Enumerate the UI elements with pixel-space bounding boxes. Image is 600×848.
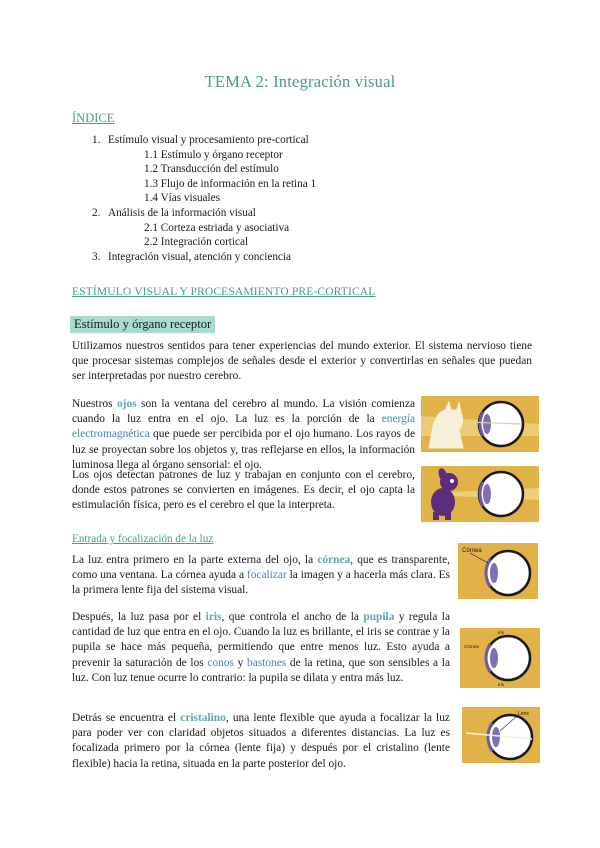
label-cornea: Córnea — [462, 548, 482, 554]
page-title: TEMA 2: Integración visual — [204, 72, 396, 91]
paragraph-cristalino: Detrás se encuentra el cristalino, una lente flexible que ayuda a focalizar la luz para poder ver con claridad objetos situados a diferentes distancias. La luz es focalizada primero por la córnea (lente fija) y después por el cristalino (lente flexible) hacia la retina, situada en la parte posterior del ojo. — [72, 712, 450, 770]
paragraph-cornea: La luz entra primero en la parte externa del ojo, la córnea, que es transparente, como una ventana. La córnea ayuda a focalizar la imagen y a hacerla más clara. Es la primera lente fija del sistema visual. — [72, 554, 450, 597]
lens-figure — [462, 707, 540, 763]
entrada-heading: Entrada y focalización de la luz — [72, 533, 214, 545]
cornea-figure — [458, 543, 538, 599]
keyword-iris: iris — [205, 611, 222, 623]
link-conos[interactable]: conos — [207, 656, 234, 669]
eye-cat-figure — [421, 396, 539, 452]
label-lens: Lens — [518, 711, 529, 717]
keyword-cristalino: cristalino — [180, 712, 226, 724]
table-of-contents — [92, 133, 316, 264]
eye-dog-figure — [421, 466, 539, 522]
keyword-cornea: córnea — [317, 554, 351, 566]
index-heading: ÍNDICE — [72, 111, 115, 125]
toc-subitem: 1.2 Transducción del estímulo — [144, 163, 279, 176]
paragraph-ojos: Nuestros ojos son la ventana del cerebro al mundo. La visión comienza cuando la luz entra en el ojo. La luz es la porción de la energía electromagnética que puede ser percibida por el ojo humano. Los rayos de luz se proyectan sobre los objetos y, tras reflejarse en ellos, la información luminosa llega al órgano sensorial: el ojo. — [72, 398, 415, 471]
toc-subitem: 2.2 Integración cortical — [144, 236, 249, 249]
toc-item: 3. Integración visual, atención y conciencia — [92, 250, 291, 263]
toc-subitem: 1.3 Flujo de información en la retina 1 — [144, 177, 317, 190]
toc-subitem: 1.1 Estímulo y órgano receptor — [144, 148, 283, 161]
toc-item: 2. Análisis de la información visual — [92, 206, 256, 219]
paragraph-intro: Utilizamos nuestros sentidos para tener experiencias del mundo exterior. El sistema nervioso tiene que procesar sistemas complejos de señales desde el exterior y convertirlas en señales que puedan ser interpretadas por nuestro cerebro. — [72, 340, 532, 383]
iris-figure — [460, 628, 540, 688]
label-iris-top: Iris — [498, 630, 504, 635]
label-iris-bottom: Iris — [498, 682, 504, 687]
subsection-heading: Estímulo y órgano receptor — [70, 316, 215, 333]
keyword-pupila: pupila — [363, 611, 395, 623]
toc-subitem: 1.4 Vías visuales — [144, 192, 220, 205]
link-bastones[interactable]: bastones — [247, 656, 287, 669]
section-heading: ESTÍMULO VISUAL Y PROCESAMIENTO PRE-CORTICAL — [72, 285, 376, 298]
keyword-ojos: ojos — [116, 398, 137, 410]
link-energia[interactable]: energía electromagnética — [72, 413, 415, 441]
paragraph-patrones: Los ojos detectan patrones de luz y trabajan en conjunto con el cerebro, donde estos patrones se convierten en imágenes. Es decir, el ojo capta la estimulación física, pero es el cerebro el que la interpreta. — [72, 469, 415, 512]
paragraph-iris: Después, la luz pasa por el iris, que controla el ancho de la pupila y regula la cantidad de luz que entra en el ojo. Cuando la luz es brillante, el iris se contrae y la pupila se hace más pequeña, permitiendo que entre menos luz. Esto ayuda a prevenir la saturación de los conos y bastones de la retina, que son sensibles a la luz. Con luz tenue ocurre lo contrario: la pupila se dilata y entra más luz. — [72, 611, 451, 684]
link-focalizar[interactable]: focalizar — [246, 569, 287, 582]
toc-item: 1. Estímulo visual y procesamiento pre-cortical — [92, 134, 309, 146]
label-cornea-side: Córnea — [464, 644, 479, 649]
toc-subitem: 2.1 Corteza estriada y asociativa — [144, 221, 290, 234]
